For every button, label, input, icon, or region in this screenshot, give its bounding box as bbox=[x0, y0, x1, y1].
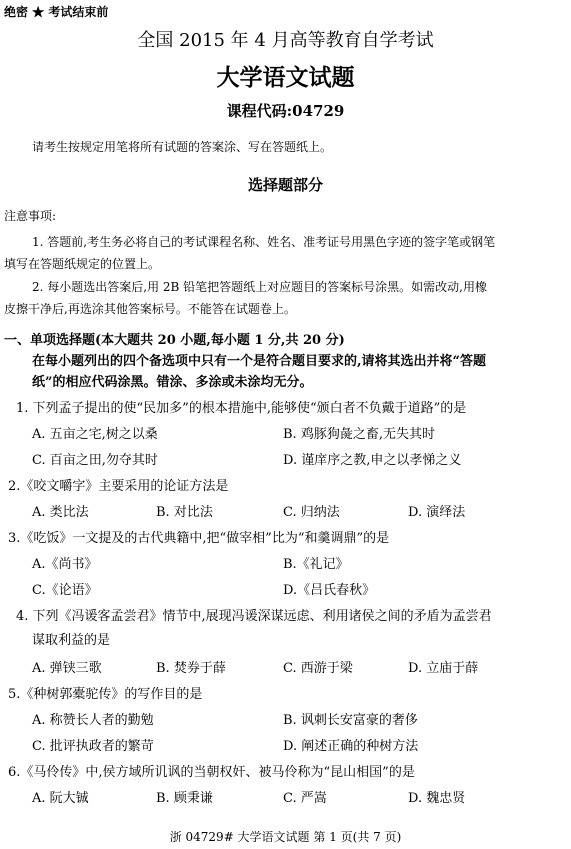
course-code: 课程代码:04729 bbox=[226, 102, 345, 120]
question-3-option-d: D.《吕氏春秋》 bbox=[283, 583, 376, 598]
question-4-option-a: A. 弹铗三歌 bbox=[32, 661, 102, 676]
note-item-2-line-1: 2. 每小题选出答案后,用 2B 铅笔把答题纸上对应题目的答案标号涂黑。如需改动,用橡 bbox=[32, 280, 487, 294]
question-4-option-b: B. 焚券于薛 bbox=[156, 661, 226, 676]
question-6-stem: 6.《马伶传》中,侯方域所讥讽的当朝权奸、被马伶称为“昆山相国”的是 bbox=[8, 765, 415, 780]
question-5-option-a: A. 称赞长人者的勤勉 bbox=[32, 713, 154, 728]
question-1-option-a: A. 五亩之宅,树之以桑 bbox=[32, 427, 158, 442]
question-6-option-c: C. 严嵩 bbox=[283, 791, 327, 806]
part-1-heading: 一、单项选择题(本大题共 20 小题,每小题 1 分,共 20 分) bbox=[4, 333, 345, 348]
subject-title: 大学语文试题 bbox=[216, 64, 355, 91]
question-2-option-b: B. 对比法 bbox=[156, 505, 213, 520]
question-2-option-c: C. 归纳法 bbox=[283, 505, 340, 520]
part-1-instruction-line-1: 在每小题列出的四个备选项中只有一个是符合题目要求的,请将其选出并将“答题 bbox=[32, 354, 487, 369]
question-3-option-b: B.《礼记》 bbox=[283, 557, 349, 572]
question-1-stem: 1. 下列孟子提出的使“民加多”的根本措施中,能够使“颁白者不负戴于道路”的是 bbox=[16, 401, 467, 416]
question-2-stem: 2.《咬文嚼字》主要采用的论证方法是 bbox=[8, 479, 229, 494]
note-item-2-line-2: 皮擦干净后,再选涂其他答案标号。不能答在试题卷上。 bbox=[4, 302, 296, 316]
question-1-option-d: D. 谨庠序之教,申之以孝悌之义 bbox=[283, 453, 462, 468]
question-6-option-b: B. 顾秉谦 bbox=[156, 791, 213, 806]
question-2-option-d: D. 演绎法 bbox=[408, 505, 466, 520]
question-4-stem-line-2: 谋取利益的是 bbox=[32, 633, 111, 648]
question-5-option-c: C. 批评执政者的繁苛 bbox=[32, 739, 154, 754]
page-footer: 浙 04729# 大学语文试题 第 1 页(共 7 页) bbox=[169, 830, 402, 844]
question-6-option-d: D. 魏忠贤 bbox=[408, 791, 466, 806]
notes-heading: 注意事项: bbox=[4, 209, 57, 223]
part-1-instruction-line-2: 纸”的相应代码涂黑。错涂、多涂或未涂均无分。 bbox=[32, 375, 313, 390]
exam-title: 全国 2015 年 4 月高等教育自学考试 bbox=[137, 30, 434, 51]
question-4-option-c: C. 西游于梁 bbox=[283, 661, 353, 676]
question-1-option-c: C. 百亩之田,勿夺其时 bbox=[32, 453, 158, 468]
question-5-option-b: B. 讽刺长安富豪的奢侈 bbox=[283, 713, 418, 728]
question-4-stem-line-1: 4. 下列《冯谖客孟尝君》情节中,展现冯谖深谋远虑、利用诸侯之间的矛盾为孟尝君 bbox=[16, 609, 492, 624]
section-title: 选择题部分 bbox=[247, 176, 323, 194]
question-6-option-a: A. 阮大铖 bbox=[32, 791, 89, 806]
question-3-option-c: C.《论语》 bbox=[32, 583, 98, 598]
question-1-option-b: B. 鸡豚狗彘之畜,无失其时 bbox=[283, 427, 435, 442]
intro-text: 请考生按规定用笔将所有试题的答案涂、写在答题纸上。 bbox=[32, 140, 333, 154]
question-5-stem: 5.《种树郭橐驼传》的写作目的是 bbox=[8, 687, 203, 702]
question-2-option-a: A. 类比法 bbox=[32, 505, 89, 520]
question-4-option-d: D. 立庙于薛 bbox=[408, 661, 479, 676]
question-5-option-d: D. 阐述正确的种树方法 bbox=[283, 739, 419, 754]
question-3-option-a: A.《尚书》 bbox=[32, 557, 98, 572]
note-item-1-line-1: 1. 答题前,考生务必将自己的考试课程名称、姓名、准考证号用黑色字迹的签字笔或钢笔 bbox=[32, 235, 496, 249]
question-3-stem: 3.《吃饭》一文提及的古代典籍中,把“做宰相”比为“和羹调鼎”的是 bbox=[8, 531, 390, 546]
note-item-1-line-2: 填写在答题纸规定的位置上。 bbox=[4, 257, 161, 271]
confidential-mark: 绝密 ★ 考试结束前 bbox=[4, 5, 109, 19]
